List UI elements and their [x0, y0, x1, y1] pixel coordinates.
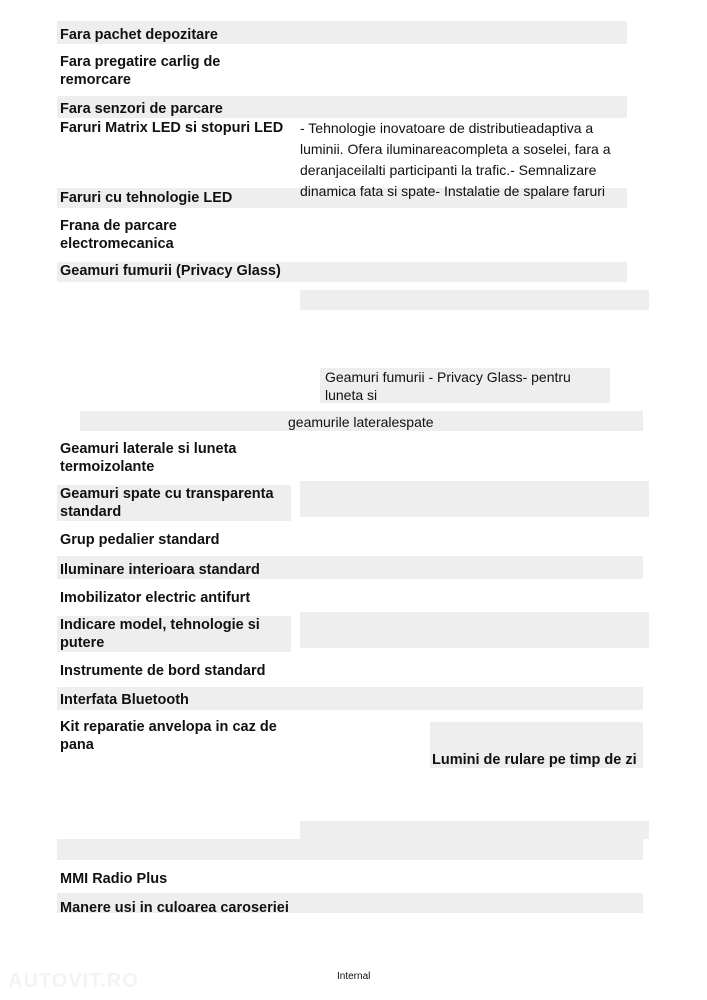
- feature-label: Interfata Bluetooth: [60, 692, 189, 708]
- feature-label: Faruri Matrix LED si stopuri LED: [60, 120, 284, 136]
- feature-label: Fara pregatire carlig de remorcare: [60, 54, 221, 88]
- row-band: [300, 821, 649, 839]
- feature-label: Lumini de rulare pe timp de zi: [432, 752, 637, 768]
- feature-label: Geamuri spate cu transparenta standard: [60, 486, 274, 520]
- feature-label: Frana de parcare electromecanica: [60, 218, 177, 252]
- row-band: [300, 481, 649, 517]
- feature-label: Manere usi in culoarea caroseriei: [60, 900, 289, 916]
- feature-label: Faruri cu tehnologie LED: [60, 190, 233, 206]
- feature-label: Indicare model, tehnologie si putere: [60, 617, 260, 651]
- privacy-glass-text: Geamuri fumurii - Privacy Glass- pentru luneta si: [325, 369, 571, 403]
- row-band: [300, 290, 649, 310]
- feature-label: Geamuri fumurii (Privacy Glass): [60, 263, 281, 279]
- feature-label: Kit reparatie anvelopa in caz de pana: [60, 719, 277, 753]
- feature-label: Imobilizator electric antifurt: [60, 590, 251, 606]
- feature-label: MMI Radio Plus: [60, 871, 168, 887]
- feature-description: - Tehnologie inovatoare de distributieadaptiva a luminii. Ofera iluminareacompleta a soselei, fara a deranjaceilalti participanti la trafic.- Semnalizare dinamica fata si spate- Instalatie de spalare faruri: [300, 120, 611, 199]
- footer-label: Internal: [337, 971, 371, 982]
- watermark: AUTOVIT.RO: [8, 970, 139, 992]
- feature-label: Instrumente de bord standard: [60, 663, 266, 679]
- feature-label: Grup pedalier standard: [60, 532, 220, 548]
- privacy-glass-text-continued: geamurile lateralespate: [288, 414, 434, 430]
- feature-label: Fara senzori de parcare: [60, 101, 223, 117]
- feature-label: Iluminare interioara standard: [60, 562, 260, 578]
- feature-label: Geamuri laterale si luneta termoizolante: [60, 441, 237, 475]
- row-band: [300, 612, 649, 648]
- row-band: [57, 839, 643, 860]
- feature-label: Fara pachet depozitare: [60, 27, 218, 43]
